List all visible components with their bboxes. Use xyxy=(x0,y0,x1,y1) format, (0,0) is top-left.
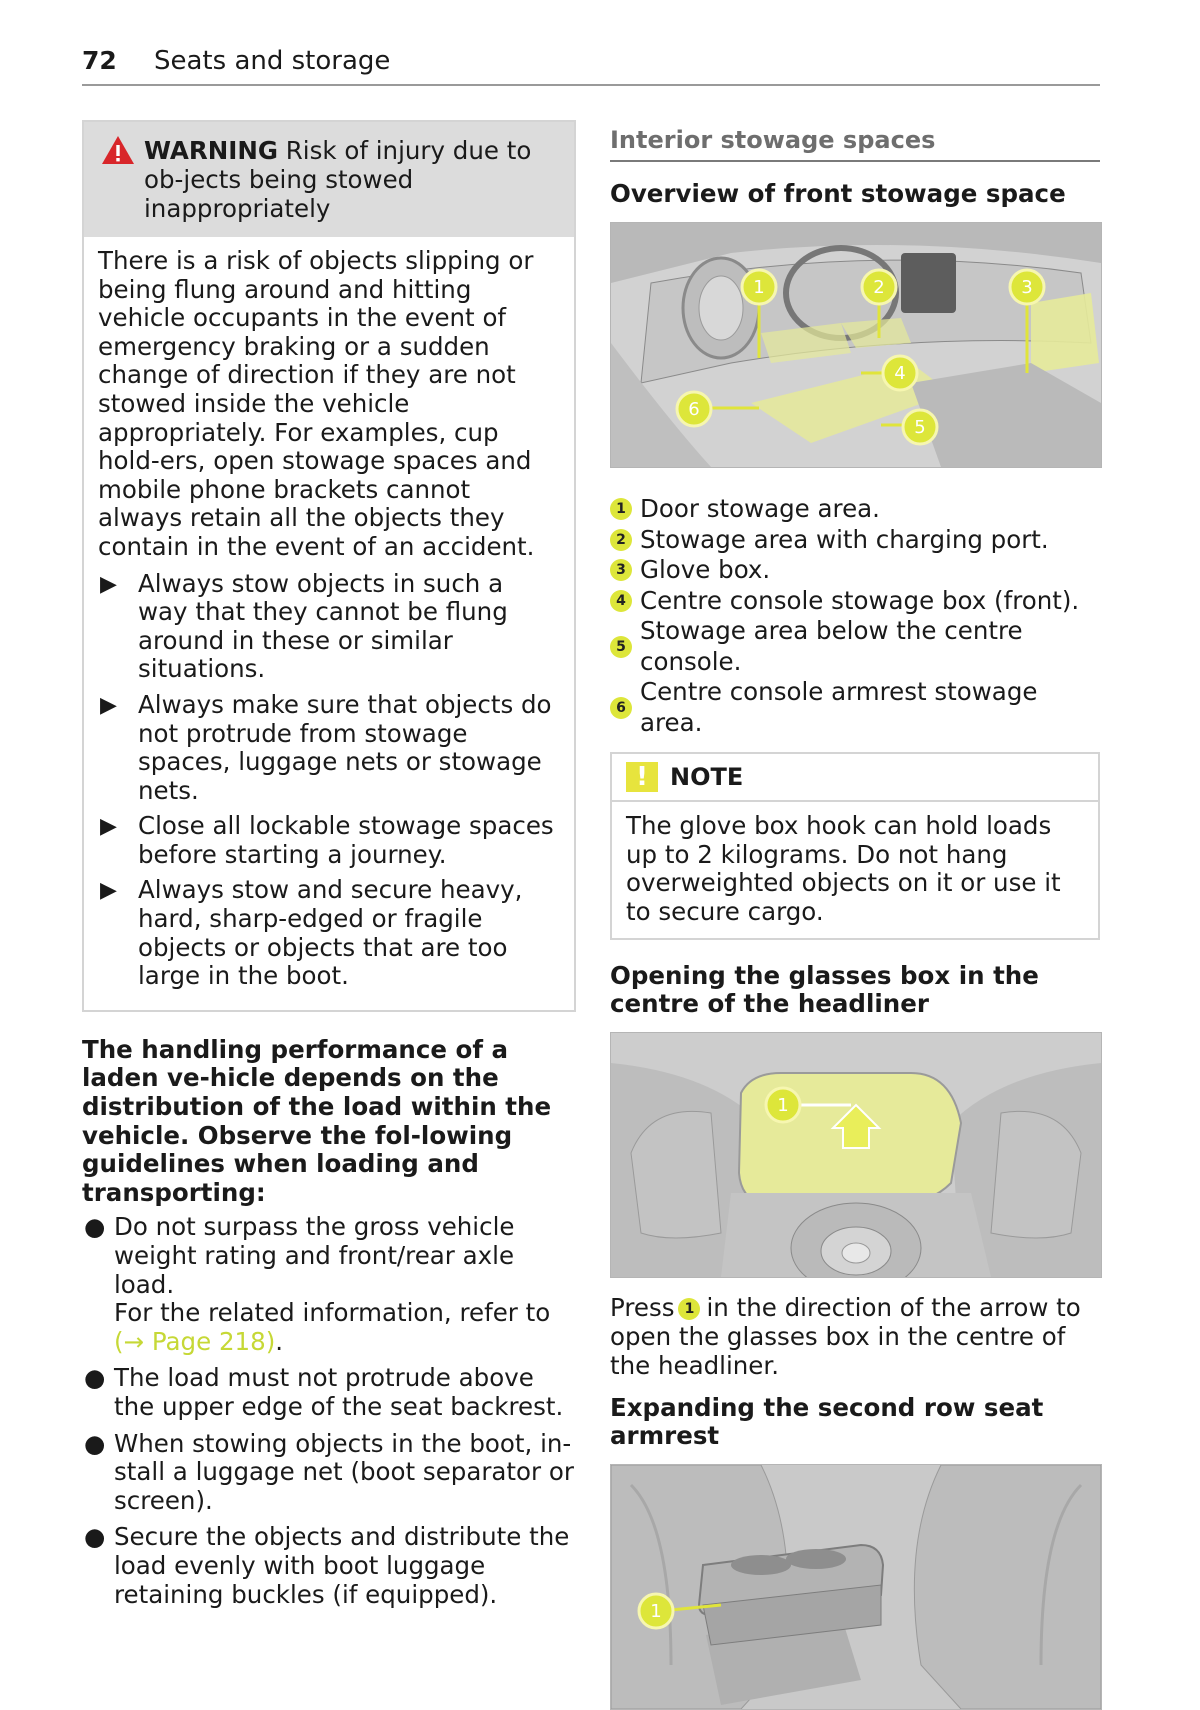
dashboard-illustration xyxy=(611,223,1101,467)
legend-item: 4 Centre console stowage box (front). xyxy=(610,586,1100,617)
note-header xyxy=(612,754,1098,802)
callout-marker xyxy=(766,1088,800,1122)
armrest-heading: Expanding the second row seat armrest xyxy=(610,1393,1044,1451)
warning-list xyxy=(98,570,560,991)
arrow-bullet-icon: ▶ xyxy=(100,878,117,904)
callout-number: 2 xyxy=(610,529,632,551)
bullet-icon: ● xyxy=(84,1363,106,1393)
exclamation-icon: ! xyxy=(626,762,658,792)
svg-text:3: 3 xyxy=(1021,277,1033,298)
callout-number: 3 xyxy=(610,559,632,581)
loading-intro: The handling performance of a laden ve-hicle depends on the distribution of the load within the vehicle. Observe the fol-lowing guidelines when loading and transporting: xyxy=(82,1034,552,1207)
callout-number: 4 xyxy=(610,590,632,612)
list-item: ● The load must not protrude above the upper edge of the seat backrest. xyxy=(84,1363,564,1421)
front-stowage-figure xyxy=(610,222,1102,468)
page-header xyxy=(82,44,1100,86)
svg-text:1: 1 xyxy=(753,277,765,298)
note-text: The glove box hook can hold loads up to 2 kilograms. Do not hang overweighted objects on it or use it to secure cargo. xyxy=(626,811,1061,926)
right-column xyxy=(610,120,1100,1710)
svg-text:5: 5 xyxy=(914,417,926,438)
callout-marker xyxy=(639,1594,673,1628)
warning-item: ▶ Always stow objects in such a way that they cannot be flung around in these or similar situations. xyxy=(100,568,508,684)
warning-triangle-icon xyxy=(100,134,136,166)
svg-text:6: 6 xyxy=(688,399,700,420)
headliner-illustration xyxy=(611,1033,1101,1277)
warning-body xyxy=(84,237,574,1010)
left-column xyxy=(82,120,576,1617)
arrow-bullet-icon: ▶ xyxy=(100,692,117,718)
legend-item: 1 Door stowage area. xyxy=(610,494,1100,525)
glasses-instruction: Press 1 in the direction of the arrow to open the glasses box in the centre of the headliner. xyxy=(610,1293,1081,1380)
callout-marker xyxy=(862,270,896,304)
svg-text:1: 1 xyxy=(650,1601,662,1623)
warning-box xyxy=(82,120,576,1012)
svg-text:1: 1 xyxy=(777,1095,789,1117)
callout-marker xyxy=(883,356,917,390)
svg-text:2: 2 xyxy=(873,277,885,298)
warning-title xyxy=(144,136,560,223)
list-item: ● Do not surpass the gross vehicle weight rating and front/rear axle load. For the related information, refer to (→ Page 218). xyxy=(84,1212,551,1356)
armrest-figure xyxy=(610,1464,1102,1710)
loading-list xyxy=(82,1213,576,1609)
list-item: ● Secure the objects and distribute the load evenly with boot luggage retaining buckles (if equipped). xyxy=(84,1522,570,1609)
callout-marker xyxy=(1010,270,1044,304)
arrow-bullet-icon: ▶ xyxy=(100,814,117,840)
callout-number: 5 xyxy=(610,636,632,658)
warning-item: ▶ Always stow and secure heavy, hard, sharp-edged or fragile objects or objects that are too large in the boot. xyxy=(100,875,523,991)
overview-heading: Overview of front stowage space xyxy=(610,179,1066,208)
callout-number: 1 xyxy=(678,1298,700,1320)
callout-legend xyxy=(610,494,1100,738)
legend-item: 2 Stowage area with charging port. xyxy=(610,525,1100,556)
legend-item: 3 Glove box. xyxy=(610,555,1100,586)
warning-item: ▶ Always make sure that objects do not protrude from stowage spaces, luggage nets or stowage nets. xyxy=(100,689,552,805)
warning-text: There is a risk of objects slipping or being flung around and hitting vehicle occupants in the event of emergency braking or a sudden change of direction if they are not stowed inside the vehicle appropriately. For examples, cup hold-ers, open stowage spaces and mobile phone brackets cannot always retain all the objects they contain in the event of an accident. xyxy=(98,246,535,561)
section-title: Interior stowage spaces xyxy=(610,120,1100,162)
legend-item: 5 Stowage area below the centre console. xyxy=(610,616,1100,677)
callout-marker xyxy=(742,270,776,304)
page-number: 72 xyxy=(82,46,117,75)
legend-item: 6 Centre console armrest stowage area. xyxy=(610,677,1100,738)
bullet-icon: ● xyxy=(84,1522,106,1552)
bullet-icon: ● xyxy=(84,1428,106,1458)
warning-item: ▶ Close all lockable stowage spaces before starting a journey. xyxy=(100,811,554,869)
glasses-heading: Opening the glasses box in the centre of the headliner xyxy=(610,961,1039,1019)
warning-label: WARNING xyxy=(144,136,278,165)
callout-marker xyxy=(903,410,937,444)
callout-number: 6 xyxy=(610,697,632,719)
glasses-box-figure xyxy=(610,1032,1102,1278)
note-box xyxy=(610,752,1100,940)
list-item: ● When stowing objects in the boot, in-stall a luggage net (boot separator or screen). xyxy=(84,1428,574,1515)
armrest-illustration xyxy=(611,1465,1101,1709)
svg-text:4: 4 xyxy=(894,363,906,384)
note-label: NOTE xyxy=(670,763,744,791)
warning-title-text: Risk of injury due to ob-jects being stowed inappropriately xyxy=(144,136,532,223)
callout-marker xyxy=(677,392,711,426)
bullet-icon: ● xyxy=(84,1212,106,1242)
chapter-title: Seats and storage xyxy=(154,46,391,76)
arrow-bullet-icon: ▶ xyxy=(100,571,117,597)
warning-header xyxy=(84,122,574,237)
page-link[interactable]: (→ Page 218) xyxy=(114,1326,276,1356)
callout-number: 1 xyxy=(610,498,632,520)
